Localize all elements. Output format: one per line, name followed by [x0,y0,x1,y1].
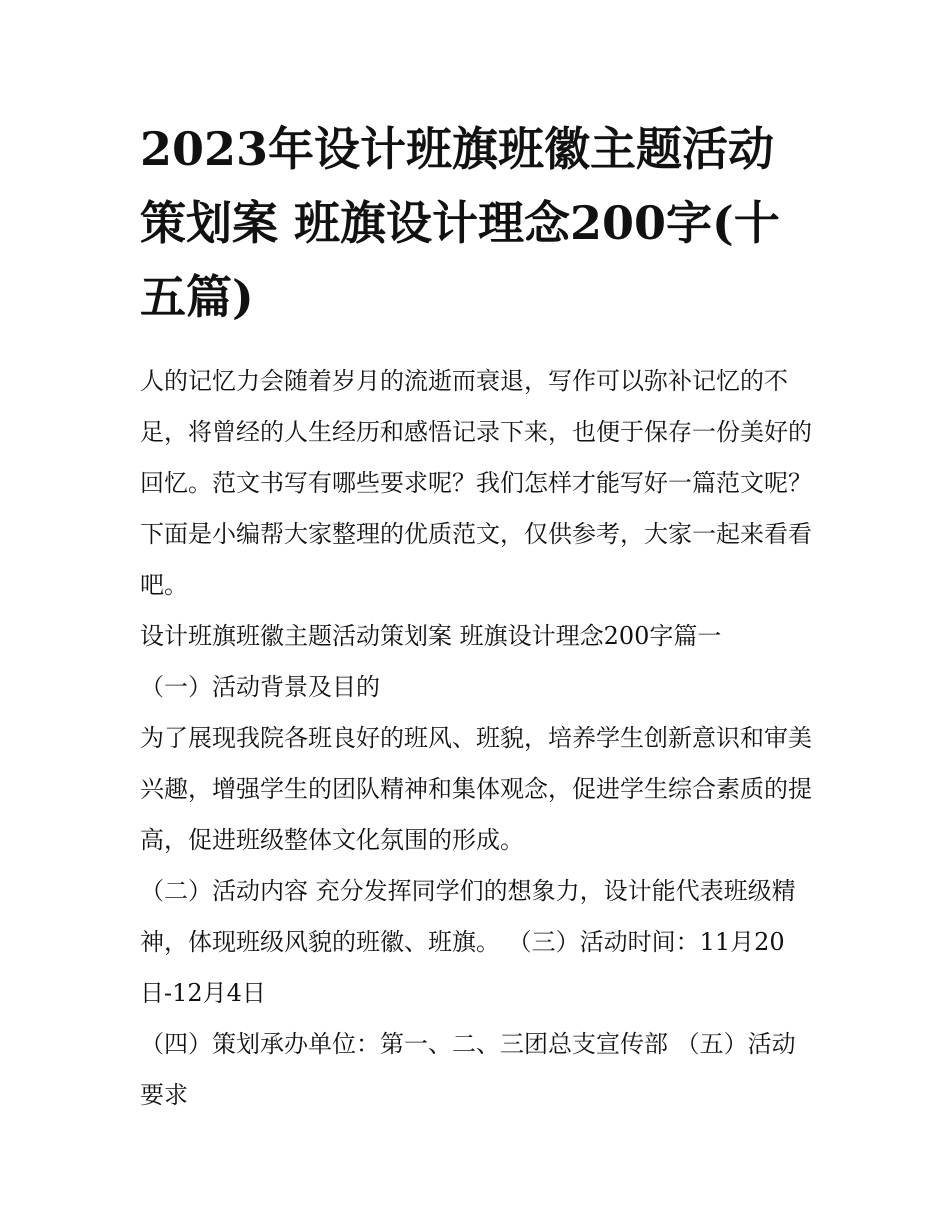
document-title: 2023年设计班旗班徽主题活动策划案 班旗设计理念200字(十五篇) [140,122,780,324]
background-paragraph: 为了展现我院各班良好的班风、班貌，培养学生创新意识和审美兴趣，增强学生的团队精神和集体观念，促进学生综合素质的提高，促进班级整体文化氛围的形成。 [140,724,812,854]
subheading-background: （一）活动背景及目的 [140,673,380,701]
section-heading: 设计班旗班徽主题活动策划案 班旗设计理念200字篇一 [140,622,722,650]
intro-paragraph: 人的记忆力会随着岁月的流逝而衰退，写作可以弥补记忆的不足，将曾经的人生经历和感悟记录下来，也便于保存一份美好的回忆。范文书写有哪些要求呢？我们怎样才能写好一篇范文呢？下面是小编帮大家整理的优质范文，仅供参考，大家一起来看看吧。 [140,367,812,599]
content-time-paragraph: （二）活动内容 充分发挥同学们的想象力，设计能代表班级精神，体现班级风貌的班徽、班旗。 （三）活动时间：11月20日-12月4日 [140,877,796,1007]
organizer-requirements-paragraph: （四）策划承办单位：第一、二、三团总支宣传部 （五）活动要求 [140,1030,796,1109]
document-body [140,112,812,1121]
